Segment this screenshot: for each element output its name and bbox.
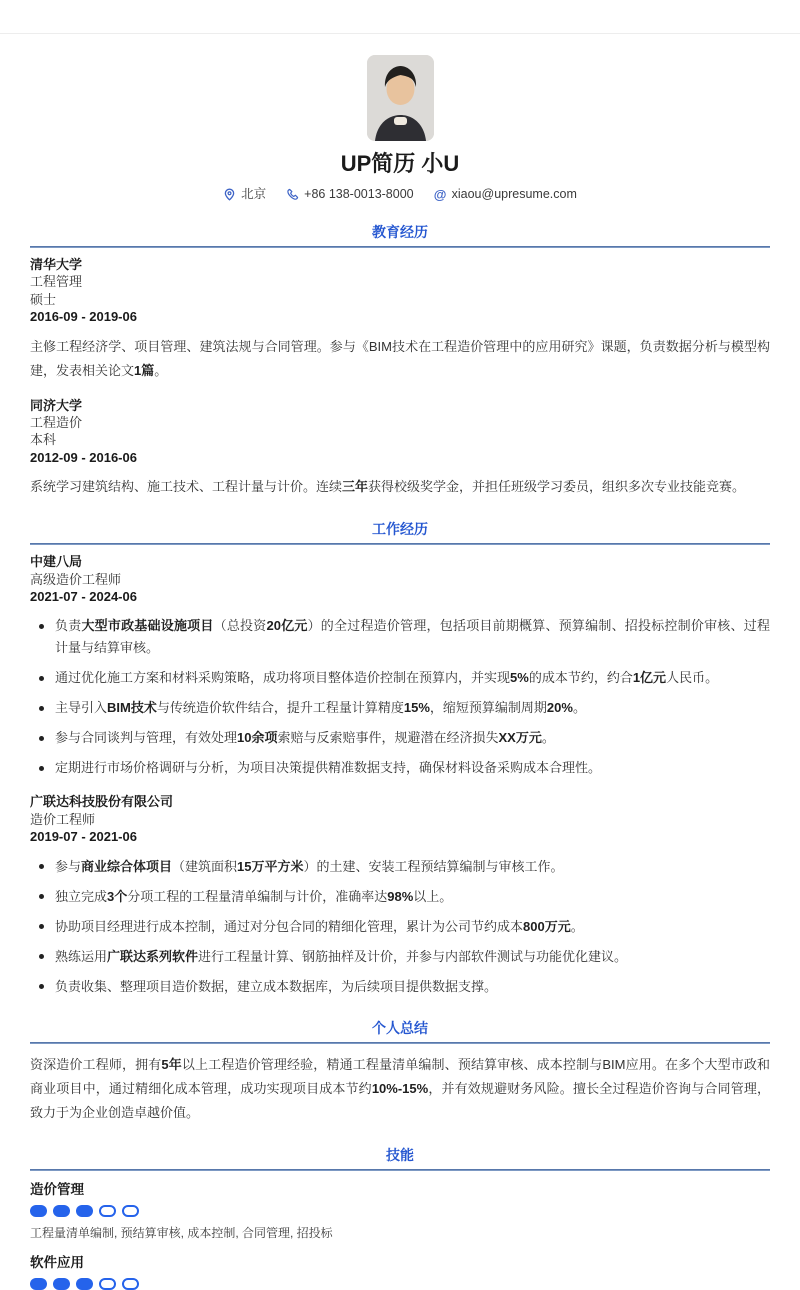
highlighted-text: 5% [510, 670, 529, 686]
highlighted-text: 10%-15% [371, 1080, 429, 1096]
skill-name: 造价管理 [30, 1181, 84, 1197]
location-pin-icon [223, 188, 236, 201]
degree: 硕士 [30, 291, 57, 307]
text: 协助项目经理进行成本控制，通过对分包合同的精细化管理，累计为公司节约成本 [55, 918, 524, 934]
text: ，并有效规避财务风险。擅长全过程造价咨询与合同管理，致力于为企业创造卓越价值。 [30, 1080, 770, 1120]
highlighted-text: BIM技术 [107, 700, 157, 716]
highlighted-text: 20% [546, 700, 573, 716]
text: （建筑面积 [172, 858, 238, 874]
rating-dot-filled [30, 1205, 47, 1217]
resume-header [30, 55, 770, 202]
text: 以上工程造价管理经验，精通工程量清单编制、预结算审核、成本控制与BIM应用。在多个大型市政和商业项目中，通过精细化成本管理，成功实现项目成本节约 [30, 1056, 770, 1096]
resume-page [0, 55, 800, 1290]
text: 独立完成 [55, 888, 108, 904]
school-name: 清华大学 [30, 257, 83, 272]
rating-dot-filled [53, 1278, 70, 1290]
work-bullet [30, 757, 770, 779]
rating-dot-filled [30, 1278, 47, 1290]
highlighted-text: 大型市政基础设施项目 [81, 618, 214, 634]
text: 定期进行市场价格调研与分析，为项目决策提供精准数据支持，确保材料设备采购成本合理性。 [55, 760, 602, 776]
education-description [30, 475, 770, 499]
skill-rating [30, 1278, 770, 1290]
contact-row [30, 186, 770, 202]
highlighted-text: 5年 [161, 1056, 182, 1072]
text: 。 [572, 700, 586, 716]
text: 负责收集、整理项目造价数据，建立成本数据库，为后续项目提供数据支撑。 [55, 978, 498, 994]
highlighted-text: 15万平方米 [237, 858, 304, 874]
summary-text [30, 1053, 770, 1125]
work-bullet [30, 856, 770, 878]
text: 。 [154, 362, 168, 378]
text: 与传统造价软件结合，提升工程量计算精度 [156, 700, 404, 716]
rating-dot-empty [99, 1205, 116, 1217]
education-section-title: 教育经历 [372, 224, 428, 240]
email-at-icon: @ [433, 186, 447, 202]
text: 以上。 [413, 888, 453, 904]
skill-keywords: 工程量清单编制, 预结算审核, 成本控制, 合同管理, 招投标 [30, 1225, 333, 1240]
summary-section-title: 个人总结 [372, 1019, 428, 1036]
contact-location-text: 北京 [241, 187, 267, 201]
work-bullet-list [30, 856, 770, 998]
text: 熟练运用 [55, 948, 108, 964]
work-dates: 2021-07 - 2024-06 [30, 589, 137, 605]
text: 索赔与反索赔事件，规避潜在经济损失 [277, 730, 499, 746]
text: 负责 [55, 618, 82, 634]
job-title: 高级造价工程师 [30, 571, 122, 587]
work-bullet [30, 916, 770, 938]
text: ）的全过程造价管理，包括项目前期概算、预算编制、招投标控制价审核、过程计量与结算审核。 [55, 618, 770, 656]
text: 参与合同谈判与管理，有效处理 [55, 730, 238, 746]
work-entry [30, 553, 770, 779]
text: 参与 [55, 858, 82, 874]
education-entries [30, 256, 770, 499]
rating-dot-filled [76, 1205, 93, 1217]
contact-email-text: xiaou@upresume.com [451, 187, 577, 201]
company-name: 中建八局 [30, 554, 83, 570]
contact-phone-text: +86 138-0013-8000 [304, 187, 414, 201]
skill-item [30, 1254, 770, 1290]
work-section-head [30, 521, 770, 539]
highlighted-text: 10余项 [237, 730, 278, 746]
skills-list [30, 1181, 770, 1290]
contact-location [223, 186, 266, 202]
person-portrait-placeholder [367, 55, 434, 141]
text: 。 [541, 730, 555, 746]
text: 的成本节约，约合 [528, 670, 633, 686]
highlighted-text: 800万元 [523, 918, 571, 934]
skills-section-title: 技能 [386, 1146, 414, 1163]
school-name: 同济大学 [30, 397, 83, 413]
text: ）的土建、安装工程预结算编制与审核工作。 [303, 858, 564, 874]
text: 分项工程的工程量清单编制与计价，准确率达 [127, 888, 388, 904]
highlighted-text: 广联达系列软件 [107, 948, 199, 964]
work-bullet-list [30, 615, 770, 779]
contact-phone [286, 186, 413, 202]
rating-dot-empty [122, 1205, 139, 1217]
work-entry [30, 793, 770, 997]
work-bullet [30, 976, 770, 998]
job-title: 造价工程师 [30, 811, 96, 827]
rating-dot-filled [53, 1205, 70, 1217]
highlighted-text: 1篇 [134, 362, 155, 378]
company-name: 广联达科技股份有限公司 [30, 794, 174, 810]
highlighted-text: 15% [403, 700, 430, 716]
degree: 本科 [30, 432, 57, 448]
work-entries [30, 553, 770, 997]
section-skills [30, 1147, 770, 1290]
work-bullet [30, 667, 770, 689]
section-education [30, 224, 770, 499]
skills-section-head [30, 1147, 770, 1165]
text: 人民币。 [666, 670, 719, 686]
text: 获得校级奖学金，并担任班级学习委员，组织多次专业技能竞赛。 [368, 479, 746, 495]
highlighted-text: 三年 [342, 479, 369, 495]
highlighted-text: 3个 [107, 888, 128, 904]
education-entry [30, 256, 770, 383]
rating-dot-filled [76, 1278, 93, 1290]
education-entry [30, 397, 770, 500]
education-dates: 2016-09 - 2019-06 [30, 309, 137, 325]
education-section-head [30, 224, 770, 242]
work-bullet [30, 886, 770, 908]
text: 进行工程量计算、钢筋抽样及计价，并参与内部软件测试与功能优化建议。 [198, 948, 628, 964]
profile-photo [367, 55, 434, 141]
contact-email [434, 186, 577, 202]
summary-section-rule [30, 1042, 770, 1044]
text: 。 [570, 918, 584, 934]
skill-item [30, 1181, 770, 1241]
education-section-rule [30, 246, 770, 248]
text: 主修工程经济学、项目管理、建筑法规与合同管理。参与《BIM技术在工程造价管理中的应用研究》课题，负责数据分析与模型构建，发表相关论文 [30, 338, 770, 378]
rating-dot-empty [122, 1278, 139, 1290]
work-bullet [30, 727, 770, 749]
rating-dot-empty [99, 1278, 116, 1290]
text: 资深造价工程师，拥有 [30, 1056, 162, 1072]
highlighted-text: 98% [387, 888, 414, 904]
work-dates: 2019-07 - 2021-06 [30, 829, 137, 845]
text: （总投资 [213, 618, 267, 634]
skills-section-rule [30, 1169, 770, 1171]
highlighted-text: 1亿元 [632, 670, 667, 686]
work-bullet [30, 697, 770, 719]
page-top-edge [0, 33, 800, 34]
candidate-name: UP简历 小U [340, 151, 460, 176]
highlighted-text: 20亿元 [266, 618, 308, 634]
work-bullet [30, 946, 770, 968]
work-bullet [30, 615, 770, 659]
work-section-rule [30, 543, 770, 545]
section-summary [30, 1020, 770, 1125]
summary-section-head [30, 1020, 770, 1038]
section-work [30, 521, 770, 997]
text: 通过优化施工方案和材料采购策略，成功将项目整体造价控制在预算内，并实现 [55, 670, 511, 686]
major: 工程管理 [30, 274, 83, 290]
text: 系统学习建筑结构、施工技术、工程计量与计价。连续 [30, 479, 343, 495]
major: 工程造价 [30, 415, 83, 431]
education-description [30, 335, 770, 383]
text: ，缩短预算编制周期 [429, 700, 547, 716]
work-section-title: 工作经历 [372, 521, 428, 538]
text: 主导引入 [55, 700, 108, 716]
phone-icon [286, 188, 299, 201]
skill-name: 软件应用 [30, 1254, 84, 1270]
skill-rating [30, 1205, 770, 1217]
highlighted-text: 商业综合体项目 [81, 858, 173, 874]
education-dates: 2012-09 - 2016-06 [30, 449, 137, 465]
highlighted-text: XX万元 [498, 730, 542, 746]
